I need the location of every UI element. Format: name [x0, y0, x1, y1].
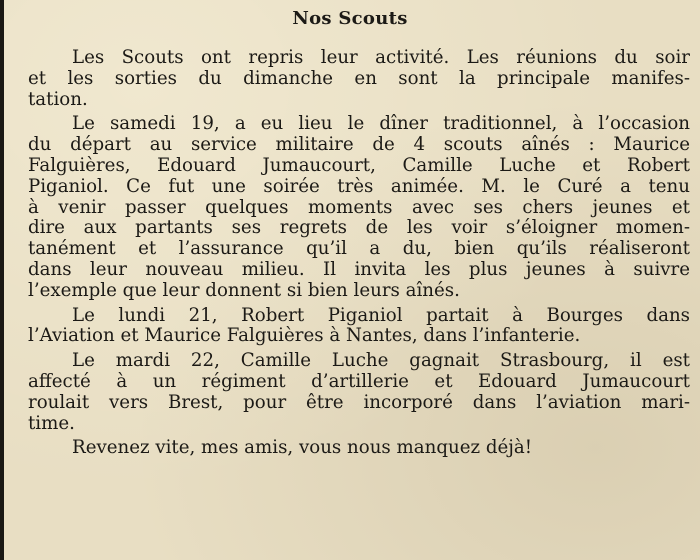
article-title: Nos Scouts	[292, 8, 408, 29]
paragraph-1	[28, 48, 690, 110]
text-line: l’exemple que leur donnent si bien leurs aînés.	[28, 279, 460, 301]
paragraph-4	[28, 351, 690, 434]
article-body	[28, 48, 690, 463]
text-line: et les sorties du dimanche en sont la principale manifes-	[28, 67, 690, 89]
text-line: time.	[28, 412, 75, 434]
paragraph-5	[28, 438, 690, 459]
text-line: du départ au service militaire de 4 scouts aînés : Maurice	[28, 134, 690, 156]
text-line: Falguières, Edouard Jumaucourt, Camille Luche et Robert	[28, 154, 690, 176]
text-line: Les Scouts ont repris leur activité. Les réunions du soir	[72, 47, 690, 68]
text-line: tation.	[28, 88, 88, 110]
paragraph-3	[28, 306, 690, 348]
text-line: dire aux partants ses regrets de les voir s’éloigner momen-	[28, 217, 690, 239]
scan-edge	[0, 0, 4, 560]
text-line: Piganiol. Ce fut une soirée très animée. M. le Curé a tenu	[28, 175, 690, 197]
text-line: Le samedi 19, a eu lieu le dîner traditionnel, à l’occasion	[72, 113, 690, 135]
text-line: affecté à un régiment d’artillerie et Edouard Jumaucourt	[28, 370, 690, 392]
text-line: Le mardi 22, Camille Luche gagnait Strasbourg, il est	[72, 350, 690, 372]
text-line: dans leur nouveau milieu. Il invita les plus jeunes à suivre	[28, 258, 690, 280]
text-line: roulait vers Brest, pour être incorporé dans l’aviation mari-	[28, 391, 690, 413]
text-line: à venir passer quelques moments avec ses chers jeunes et	[28, 196, 690, 218]
text-line: l’Aviation et Maurice Falguières à Nantes, dans l’infanterie.	[28, 325, 581, 347]
text-line: Le lundi 21, Robert Piganiol partait à Bourges dans	[72, 304, 690, 326]
paragraph-2	[28, 114, 690, 301]
text-line: tanément et l’assurance qu’il a du, bien qu’ils réaliseront	[28, 238, 690, 260]
text-line: Revenez vite, mes amis, vous nous manquez déjà!	[72, 437, 533, 459]
